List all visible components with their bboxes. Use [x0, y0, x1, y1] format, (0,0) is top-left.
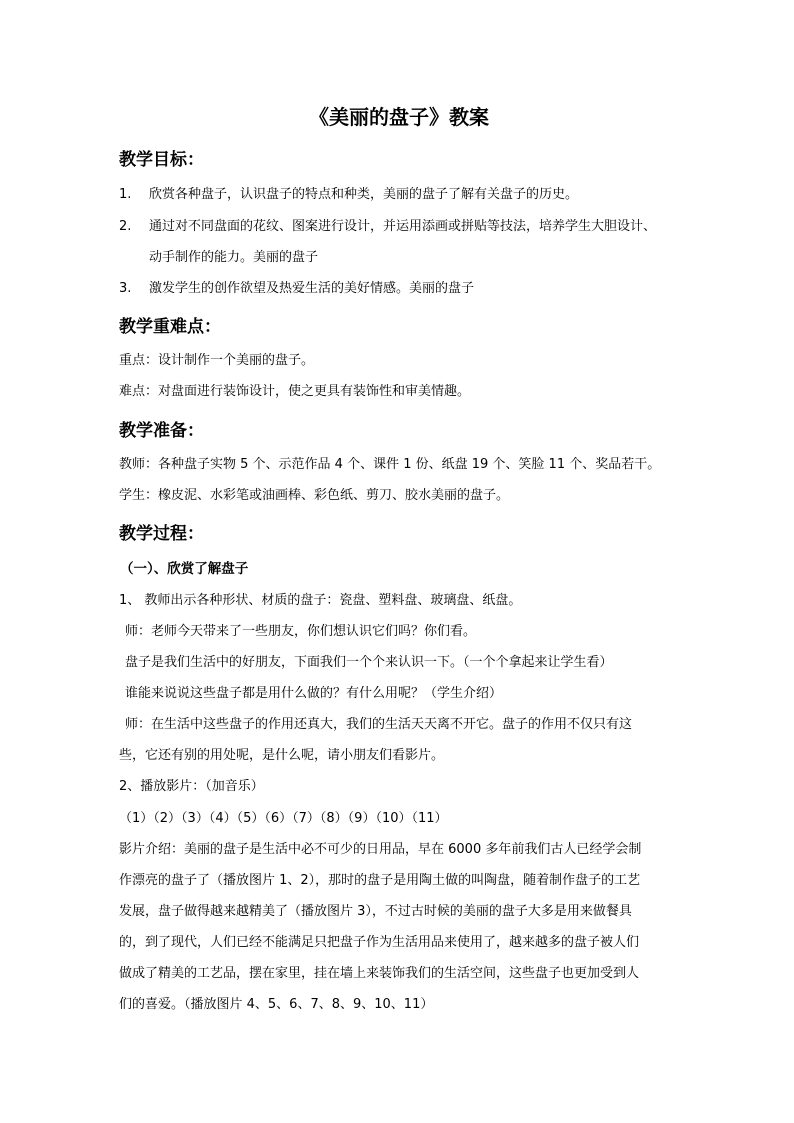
prep-line: 教师：各种盘子实物 5 个、示范作品 4 个、课件 1 份、纸盘 19 个、笑脸 11 个、奖品若干。: [119, 457, 661, 472]
process-line: 2、播放影片：（加音乐）: [119, 779, 264, 794]
keypoint-line: 重点：设计制作一个美丽的盘子。: [119, 353, 315, 368]
goal-text: 通过对不同盘面的花纹、图案进行设计，并运用添画或拼贴等技法，培养学生大胆设计、: [149, 219, 657, 234]
process-line: （1）（2）（3）（4）（5）（6）（7）（8）（9）（10）（11）: [119, 811, 448, 826]
goal-item-3: [119, 279, 474, 299]
process-line: 1、 教师出示各种形状、材质的盘子：瓷盘、塑料盘、玻璃盘、纸盘。: [119, 593, 522, 608]
heading-keypoints: 教学重难点：: [119, 317, 221, 337]
process-line: 发展，盘子做得越来越精美了（播放图片 3），不过古时候的美丽的盘子大多是用来做餐具: [119, 904, 632, 919]
goal-number: 2.: [119, 219, 132, 234]
prep-line: 学生：橡皮泥、水彩笔或油画棒、彩色纸、剪刀、胶水美丽的盘子。: [119, 488, 510, 503]
heading-goals: 教学目标：: [119, 150, 204, 170]
heading-process: 教学过程：: [119, 524, 204, 544]
process-subheading: （一）、欣赏了解盘子: [120, 561, 249, 577]
process-line: 们的喜爱。（播放图片 4、5、6、7、8、9、10、11）: [119, 997, 434, 1012]
goal-number: 3.: [119, 281, 132, 296]
process-line: 师：老师今天带来了一些朋友，你们想认识它们吗？你们看。: [125, 624, 477, 639]
process-line: 些，它还有别的用处呢，是什么呢，请小朋友们看影片。: [119, 748, 445, 763]
process-line: 盘子是我们生活中的好朋友，下面我们一个个来认识一下。（一个个拿起来让学生看）: [125, 655, 613, 670]
process-line: 师：在生活中这些盘子的作用还真大，我们的生活天天离不开它。盘子的作用不仅只有这: [125, 717, 633, 732]
goal-item-1: [119, 185, 578, 205]
page-title: 《美丽的盘子》教案: [309, 105, 489, 129]
process-line: 的，到了现代，人们已经不能满足只把盘子作为生活用品来使用了，越来越多的盘子被人们: [119, 935, 640, 950]
process-line: 谁能来说说这些盘子都是用什么做的？有什么用呢？（学生介绍）: [125, 686, 503, 701]
goal-item-2: [119, 217, 656, 237]
goal-number: 1.: [119, 187, 132, 202]
goal-text: 欣赏各种盘子，认识盘子的特点和种类，美丽的盘子了解有关盘子的历史。: [149, 187, 579, 202]
process-line: 作漂亮的盘子了（播放图片 1、2），那时的盘子是用陶土做的叫陶盘，随着制作盘子的工艺: [119, 873, 641, 888]
goal-item-2-continued: 动手制作的能力。美丽的盘子: [149, 250, 319, 265]
process-line: 影片介绍：美丽的盘子是生活中必不可少的日用品，早在 6000 多年前我们古人已经学会制: [119, 842, 642, 857]
heading-prep: 教学准备：: [119, 421, 204, 441]
keypoint-line: 难点：对盘面进行装饰设计，使之更具有装饰性和审美情趣。: [119, 384, 471, 399]
process-line: 做成了精美的工艺品，摆在家里，挂在墙上来装饰我们的生活空间，这些盘子也更加受到人: [119, 966, 640, 981]
goal-text: 激发学生的创作欲望及热爱生活的美好情感。美丽的盘子: [149, 281, 475, 296]
